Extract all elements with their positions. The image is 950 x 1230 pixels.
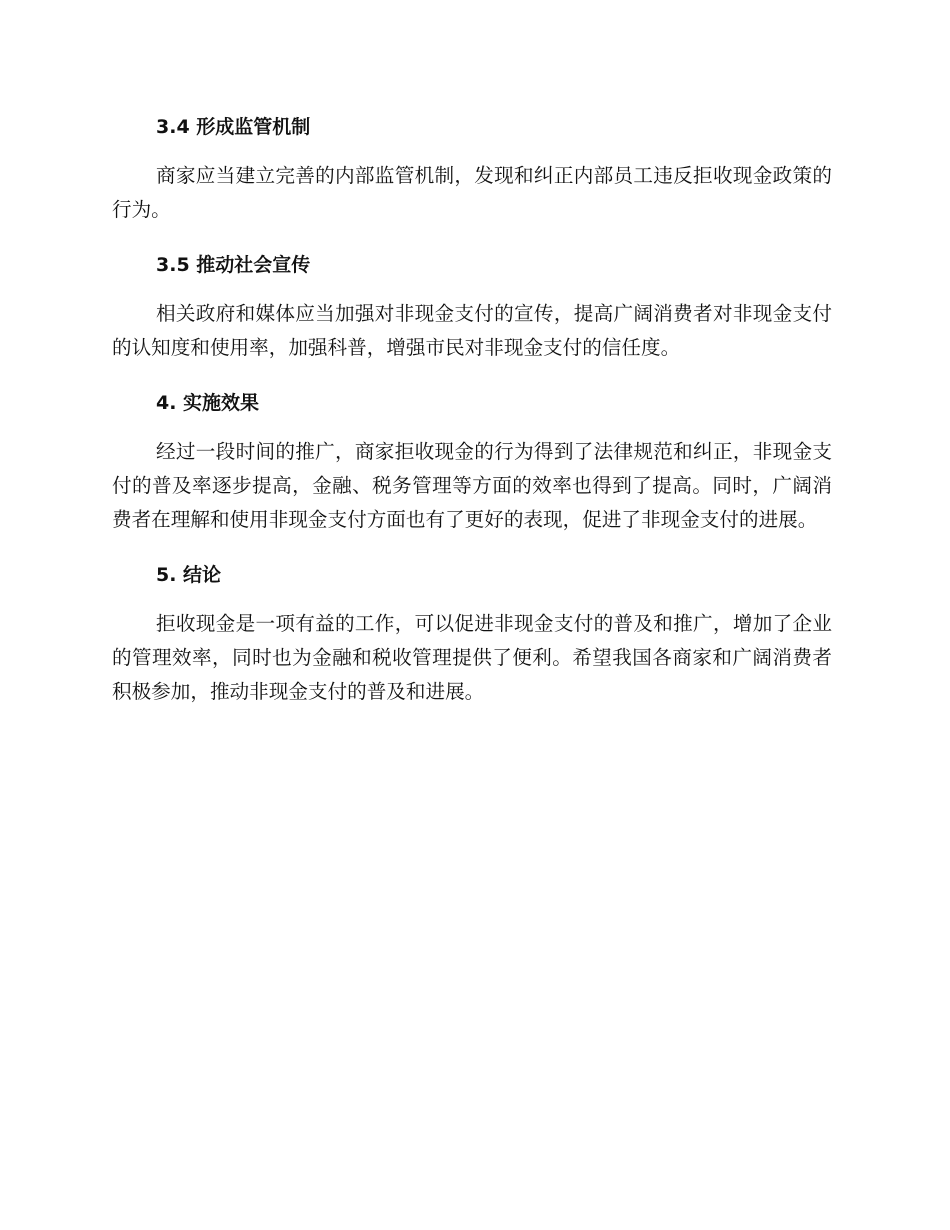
section-heading-3-5: 3.5 推动社会宣传 xyxy=(156,254,311,276)
section-heading-4: 4. 实施效果 xyxy=(156,392,260,414)
section-paragraph-3-4: 商家应当建立完善的内部监管机制，发现和纠正内部员工违反拒收现金政策的行为。 xyxy=(112,164,832,221)
section-heading-3-4: 3.4 形成监管机制 xyxy=(156,116,311,138)
section-paragraph-4: 经过一段时间的推广，商家拒收现金的行为得到了法律规范和纠正，非现金支付的普及率逐步提高，金融、税务管理等方面的效率也得到了提高。同时，广阔消费者在理解和使用非现金支付方面也有了更好的表现，促进了非现金支付的进展。 xyxy=(112,440,832,531)
document-body xyxy=(112,113,832,709)
section-heading-5: 5. 结论 xyxy=(156,564,222,586)
section-paragraph-3-5: 相关政府和媒体应当加强对非现金支付的宣传，提高广阔消费者对非现金支付的认知度和使用率，加强科普，增强市民对非现金支付的信任度。 xyxy=(112,302,832,359)
section-paragraph-5: 拒收现金是一项有益的工作，可以促进非现金支付的普及和推广，增加了企业的管理效率，同时也为金融和税收管理提供了便利。希望我国各商家和广阔消费者积极参加，推动非现金支付的普及和进展。 xyxy=(112,612,832,703)
